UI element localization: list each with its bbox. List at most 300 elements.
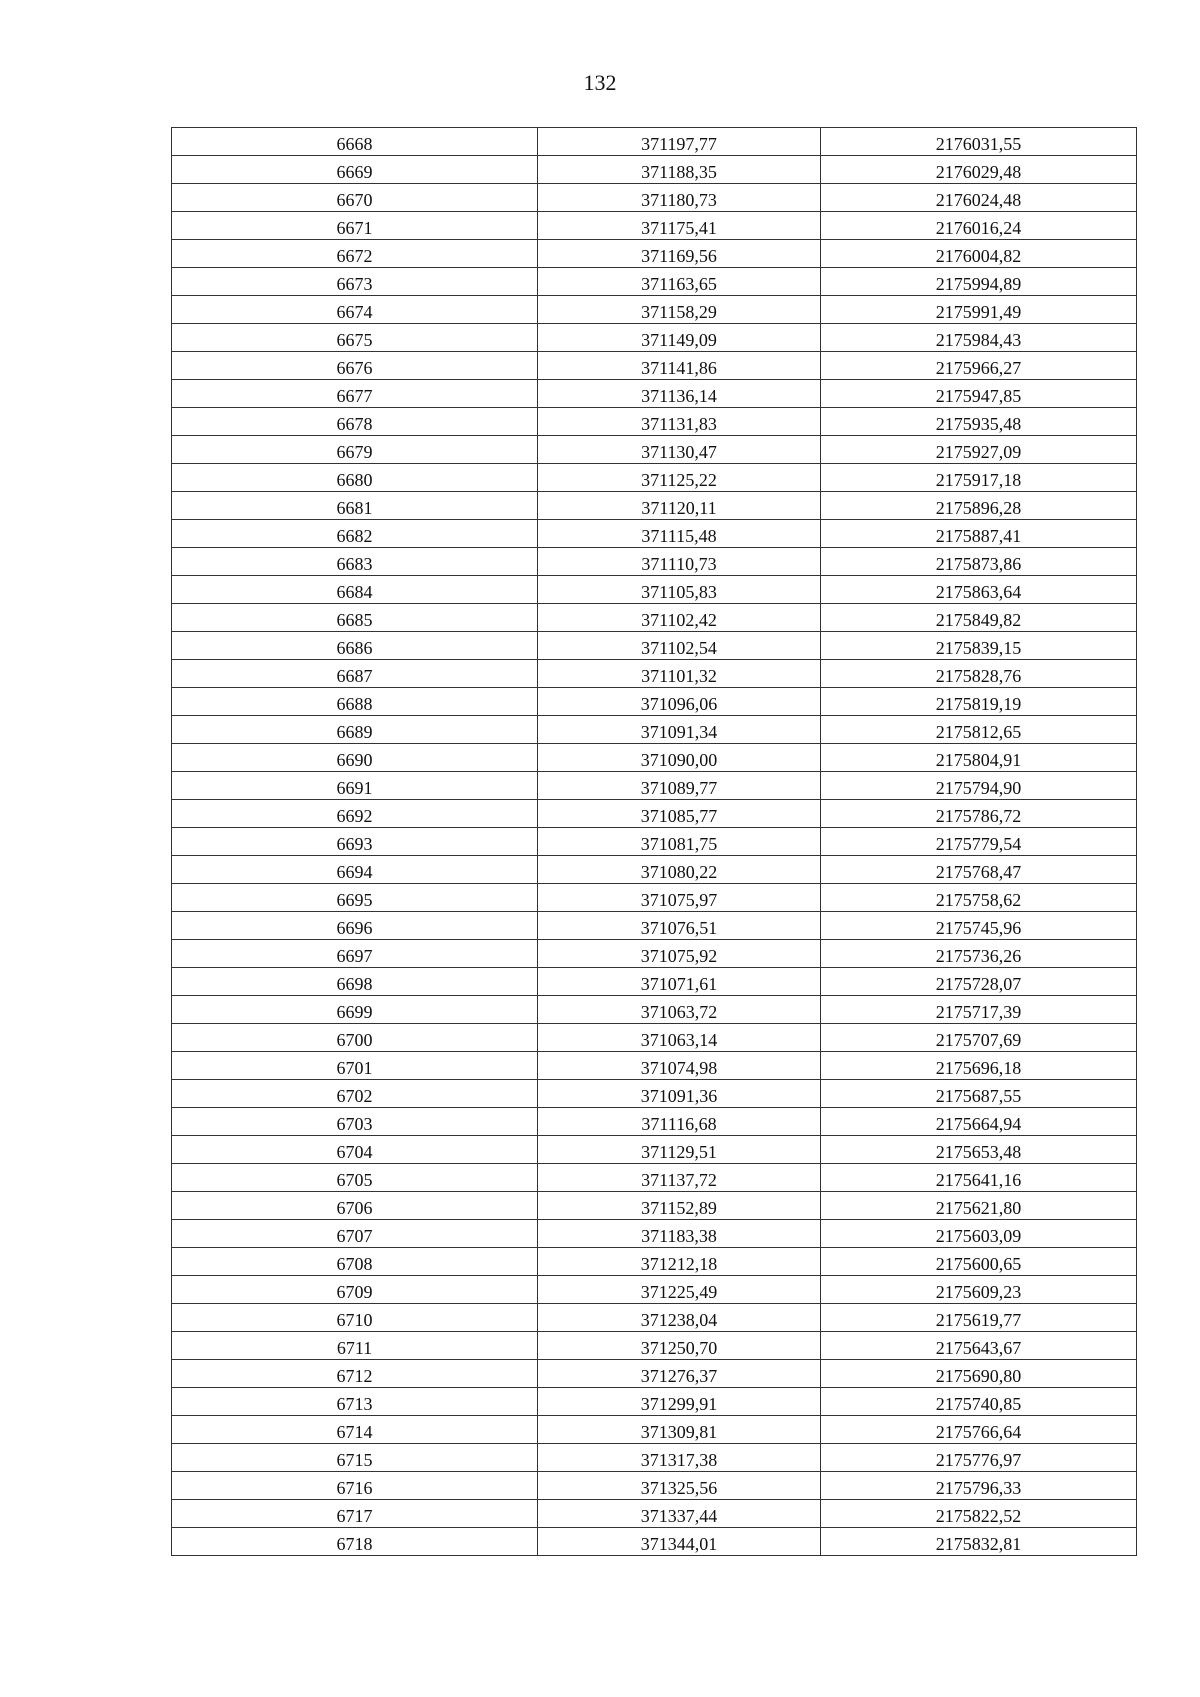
point-number-text: 6677	[336, 386, 373, 406]
y-coordinate-text: 2175609,23	[935, 1282, 1022, 1302]
y-coordinate-cell	[821, 1332, 1137, 1360]
point-number-cell	[172, 1444, 538, 1472]
y-coordinate-cell	[821, 1360, 1137, 1388]
x-coordinate-text: 371309,81	[640, 1422, 718, 1442]
y-coordinate-text: 2175758,62	[935, 890, 1022, 910]
table-row	[172, 1136, 1137, 1164]
x-coordinate-text: 371071,61	[640, 974, 718, 994]
point-number-text: 6712	[336, 1366, 373, 1386]
y-coordinate-text: 2175653,48	[935, 1142, 1022, 1162]
point-number-cell	[172, 492, 538, 520]
x-coordinate-cell	[538, 1220, 821, 1248]
point-number-text: 6673	[336, 274, 373, 294]
x-coordinate-text: 371137,72	[641, 1170, 717, 1190]
point-number-cell	[172, 464, 538, 492]
y-coordinate-text: 2175966,27	[935, 358, 1022, 378]
point-number-cell	[172, 520, 538, 548]
x-coordinate-cell	[538, 296, 821, 324]
point-number-text: 6675	[336, 330, 373, 350]
y-coordinate-text: 2175947,85	[935, 386, 1022, 406]
table-row	[172, 940, 1137, 968]
point-number-text: 6707	[336, 1226, 373, 1246]
x-coordinate-cell	[538, 548, 821, 576]
point-number-cell	[172, 1248, 538, 1276]
x-coordinate-text: 371075,92	[640, 946, 718, 966]
table-row	[172, 1024, 1137, 1052]
x-coordinate-cell	[538, 716, 821, 744]
y-coordinate-cell	[821, 240, 1137, 268]
x-coordinate-text: 371102,42	[641, 610, 717, 630]
point-number-cell	[172, 1192, 538, 1220]
point-number-text: 6693	[336, 834, 373, 854]
table-row	[172, 716, 1137, 744]
point-number-cell	[172, 1276, 538, 1304]
y-coordinate-cell	[821, 800, 1137, 828]
y-coordinate-cell	[821, 520, 1137, 548]
x-coordinate-text: 371125,22	[641, 470, 717, 490]
y-coordinate-text: 2176029,48	[935, 162, 1022, 182]
x-coordinate-text: 371149,09	[641, 330, 717, 350]
x-coordinate-cell	[538, 1304, 821, 1332]
y-coordinate-cell	[821, 1024, 1137, 1052]
y-coordinate-text: 2175794,90	[935, 778, 1022, 798]
point-number-cell	[172, 1220, 538, 1248]
table-row	[172, 1164, 1137, 1192]
y-coordinate-text: 2175828,76	[935, 666, 1022, 686]
x-coordinate-cell	[538, 520, 821, 548]
y-coordinate-cell	[821, 660, 1137, 688]
x-coordinate-cell	[538, 1388, 821, 1416]
y-coordinate-text: 2175786,72	[935, 806, 1022, 826]
table-row	[172, 240, 1137, 268]
x-coordinate-cell	[538, 1360, 821, 1388]
y-coordinate-cell	[821, 492, 1137, 520]
point-number-text: 6691	[336, 778, 373, 798]
point-number-cell	[172, 1024, 538, 1052]
table-row	[172, 660, 1137, 688]
y-coordinate-text: 2175935,48	[935, 414, 1022, 434]
y-coordinate-cell	[821, 1220, 1137, 1248]
point-number-cell	[172, 800, 538, 828]
x-coordinate-text: 371116,68	[641, 1114, 717, 1134]
point-number-text: 6670	[336, 190, 373, 210]
point-number-cell	[172, 856, 538, 884]
point-number-cell	[172, 1500, 538, 1528]
point-number-cell	[172, 1388, 538, 1416]
table-row	[172, 1080, 1137, 1108]
point-number-cell	[172, 1108, 538, 1136]
y-coordinate-cell	[821, 856, 1137, 884]
point-number-text: 6718	[336, 1534, 373, 1554]
x-coordinate-cell	[538, 436, 821, 464]
x-coordinate-cell	[538, 128, 821, 156]
table-row	[172, 772, 1137, 800]
x-coordinate-cell	[538, 1192, 821, 1220]
point-number-text: 6668	[336, 134, 373, 154]
x-coordinate-cell	[538, 660, 821, 688]
x-coordinate-text: 371091,36	[640, 1086, 718, 1106]
y-coordinate-cell	[821, 296, 1137, 324]
point-number-text: 6715	[336, 1450, 373, 1470]
point-number-text: 6708	[336, 1254, 373, 1274]
point-number-text: 6679	[336, 442, 373, 462]
x-coordinate-text: 371063,72	[640, 1002, 718, 1022]
y-coordinate-text: 2175740,85	[935, 1394, 1022, 1414]
x-coordinate-text: 371250,70	[640, 1338, 718, 1358]
y-coordinate-text: 2175994,89	[935, 274, 1022, 294]
x-coordinate-cell	[538, 1444, 821, 1472]
table-row	[172, 1444, 1137, 1472]
table-row	[172, 324, 1137, 352]
x-coordinate-text: 371075,97	[640, 890, 718, 910]
table-row	[172, 1500, 1137, 1528]
point-number-text: 6688	[336, 694, 373, 714]
y-coordinate-text: 2175621,80	[935, 1198, 1022, 1218]
x-coordinate-text: 371085,77	[640, 806, 718, 826]
y-coordinate-text: 2175896,28	[935, 498, 1022, 518]
coordinates-table-body	[172, 128, 1137, 1556]
y-coordinate-cell	[821, 408, 1137, 436]
x-coordinate-cell	[538, 604, 821, 632]
table-row	[172, 492, 1137, 520]
point-number-cell	[172, 352, 538, 380]
y-coordinate-text: 2175603,09	[935, 1226, 1022, 1246]
table-row	[172, 1192, 1137, 1220]
table-row	[172, 1332, 1137, 1360]
x-coordinate-cell	[538, 1024, 821, 1052]
point-number-text: 6713	[336, 1394, 373, 1414]
table-row	[172, 1360, 1137, 1388]
x-coordinate-cell	[538, 772, 821, 800]
x-coordinate-cell	[538, 632, 821, 660]
y-coordinate-text: 2175768,47	[935, 862, 1022, 882]
x-coordinate-cell	[538, 464, 821, 492]
y-coordinate-text: 2175804,91	[935, 750, 1022, 770]
table-row	[172, 184, 1137, 212]
y-coordinate-text: 2175822,52	[935, 1506, 1022, 1526]
point-number-text: 6672	[336, 246, 373, 266]
y-coordinate-cell	[821, 1472, 1137, 1500]
x-coordinate-cell	[538, 324, 821, 352]
x-coordinate-cell	[538, 408, 821, 436]
point-number-text: 6678	[336, 414, 373, 434]
x-coordinate-cell	[538, 856, 821, 884]
x-coordinate-cell	[538, 1332, 821, 1360]
point-number-text: 6682	[336, 526, 373, 546]
y-coordinate-cell	[821, 968, 1137, 996]
table-row	[172, 968, 1137, 996]
table-row	[172, 212, 1137, 240]
y-coordinate-text: 2175779,54	[935, 834, 1022, 854]
table-row	[172, 996, 1137, 1024]
y-coordinate-cell	[821, 828, 1137, 856]
point-number-text: 6702	[336, 1086, 373, 1106]
table-row	[172, 1108, 1137, 1136]
y-coordinate-text: 2175619,77	[935, 1310, 1022, 1330]
point-number-text: 6698	[336, 974, 373, 994]
x-coordinate-text: 371344,01	[640, 1534, 718, 1554]
table-row	[172, 464, 1137, 492]
x-coordinate-cell	[538, 1248, 821, 1276]
x-coordinate-text: 371197,77	[641, 134, 717, 154]
y-coordinate-cell	[821, 1052, 1137, 1080]
y-coordinate-cell	[821, 352, 1137, 380]
table-row	[172, 1388, 1137, 1416]
x-coordinate-text: 371337,44	[640, 1506, 718, 1526]
x-coordinate-cell	[538, 1416, 821, 1444]
y-coordinate-cell	[821, 212, 1137, 240]
y-coordinate-text: 2175917,18	[935, 470, 1022, 490]
point-number-cell	[172, 1332, 538, 1360]
y-coordinate-text: 2175687,55	[935, 1086, 1022, 1106]
x-coordinate-cell	[538, 1472, 821, 1500]
x-coordinate-text: 371129,51	[641, 1142, 717, 1162]
coordinates-table	[171, 127, 1137, 1556]
table-row	[172, 1220, 1137, 1248]
point-number-cell	[172, 184, 538, 212]
point-number-text: 6700	[336, 1030, 373, 1050]
y-coordinate-text: 2175664,94	[935, 1114, 1022, 1134]
x-coordinate-cell	[538, 268, 821, 296]
point-number-text: 6671	[336, 218, 373, 238]
y-coordinate-cell	[821, 1080, 1137, 1108]
y-coordinate-cell	[821, 1444, 1137, 1472]
point-number-text: 6716	[336, 1478, 373, 1498]
point-number-cell	[172, 436, 538, 464]
point-number-cell	[172, 884, 538, 912]
point-number-cell	[172, 828, 538, 856]
x-coordinate-cell	[538, 940, 821, 968]
point-number-text: 6689	[336, 722, 373, 742]
point-number-cell	[172, 1304, 538, 1332]
y-coordinate-text: 2175707,69	[935, 1030, 1022, 1050]
x-coordinate-cell	[538, 1080, 821, 1108]
y-coordinate-cell	[821, 688, 1137, 716]
point-number-cell	[172, 744, 538, 772]
y-coordinate-text: 2175728,07	[935, 974, 1022, 994]
x-coordinate-cell	[538, 1108, 821, 1136]
point-number-text: 6717	[336, 1506, 373, 1526]
x-coordinate-text: 371081,75	[640, 834, 718, 854]
table-row	[172, 688, 1137, 716]
x-coordinate-text: 371158,29	[641, 302, 717, 322]
table-row	[172, 1472, 1137, 1500]
x-coordinate-cell	[538, 492, 821, 520]
y-coordinate-cell	[821, 436, 1137, 464]
y-coordinate-text: 2175887,41	[935, 526, 1022, 546]
point-number-text: 6684	[336, 582, 373, 602]
point-number-cell	[172, 156, 538, 184]
y-coordinate-text: 2176024,48	[935, 190, 1022, 210]
x-coordinate-cell	[538, 1500, 821, 1528]
x-coordinate-text: 371325,56	[640, 1478, 718, 1498]
point-number-cell	[172, 604, 538, 632]
point-number-cell	[172, 576, 538, 604]
x-coordinate-text: 371091,34	[640, 722, 718, 742]
point-number-text: 6709	[336, 1282, 373, 1302]
page-number: 132	[583, 70, 617, 95]
table-row	[172, 352, 1137, 380]
x-coordinate-text: 371180,73	[641, 190, 717, 210]
point-number-text: 6703	[336, 1114, 373, 1134]
point-number-text: 6669	[336, 162, 373, 182]
point-number-text: 6685	[336, 610, 373, 630]
x-coordinate-cell	[538, 1164, 821, 1192]
y-coordinate-cell	[821, 912, 1137, 940]
point-number-cell	[172, 324, 538, 352]
x-coordinate-cell	[538, 240, 821, 268]
table-row	[172, 296, 1137, 324]
table-row	[172, 1248, 1137, 1276]
y-coordinate-text: 2175991,49	[935, 302, 1022, 322]
point-number-cell	[172, 1528, 538, 1556]
y-coordinate-text: 2175643,67	[935, 1338, 1022, 1358]
y-coordinate-cell	[821, 772, 1137, 800]
y-coordinate-text: 2175984,43	[935, 330, 1022, 350]
y-coordinate-cell	[821, 884, 1137, 912]
point-number-text: 6683	[336, 554, 373, 574]
y-coordinate-text: 2175690,80	[935, 1366, 1022, 1386]
x-coordinate-text: 371074,98	[640, 1058, 718, 1078]
table-row	[172, 1052, 1137, 1080]
y-coordinate-text: 2175863,64	[935, 582, 1022, 602]
y-coordinate-text: 2175766,64	[935, 1422, 1022, 1442]
y-coordinate-cell	[821, 1136, 1137, 1164]
y-coordinate-cell	[821, 1528, 1137, 1556]
x-coordinate-text: 371212,18	[640, 1254, 718, 1274]
y-coordinate-text: 2175736,26	[935, 946, 1022, 966]
x-coordinate-text: 371101,32	[641, 666, 717, 686]
x-coordinate-text: 371080,22	[640, 862, 718, 882]
table-row	[172, 884, 1137, 912]
table-row	[172, 408, 1137, 436]
point-number-cell	[172, 1136, 538, 1164]
x-coordinate-cell	[538, 184, 821, 212]
point-number-text: 6687	[336, 666, 373, 686]
table-row	[172, 1304, 1137, 1332]
point-number-cell	[172, 968, 538, 996]
x-coordinate-cell	[538, 688, 821, 716]
x-coordinate-text: 371102,54	[641, 638, 717, 658]
y-coordinate-text: 2175839,15	[935, 638, 1022, 658]
table-row	[172, 156, 1137, 184]
point-number-text: 6686	[336, 638, 373, 658]
point-number-text: 6680	[336, 470, 373, 490]
point-number-text: 6711	[336, 1338, 373, 1358]
table-row	[172, 632, 1137, 660]
point-number-cell	[172, 1472, 538, 1500]
table-row	[172, 912, 1137, 940]
x-coordinate-text: 371105,83	[641, 582, 717, 602]
x-coordinate-cell	[538, 968, 821, 996]
point-number-cell	[172, 1052, 538, 1080]
y-coordinate-cell	[821, 1108, 1137, 1136]
table-row	[172, 436, 1137, 464]
point-number-text: 6696	[336, 918, 373, 938]
point-number-text: 6704	[336, 1142, 373, 1162]
x-coordinate-text: 371096,06	[640, 694, 718, 714]
x-coordinate-cell	[538, 884, 821, 912]
y-coordinate-cell	[821, 1248, 1137, 1276]
point-number-cell	[172, 1080, 538, 1108]
table-row	[172, 744, 1137, 772]
y-coordinate-cell	[821, 632, 1137, 660]
y-coordinate-cell	[821, 1304, 1137, 1332]
x-coordinate-cell	[538, 1136, 821, 1164]
point-number-cell	[172, 660, 538, 688]
y-coordinate-cell	[821, 380, 1137, 408]
x-coordinate-cell	[538, 156, 821, 184]
table-row	[172, 604, 1137, 632]
point-number-text: 6705	[336, 1170, 373, 1190]
y-coordinate-text: 2175641,16	[935, 1170, 1022, 1190]
x-coordinate-text: 371152,89	[641, 1198, 717, 1218]
point-number-cell	[172, 1164, 538, 1192]
point-number-text: 6701	[336, 1058, 373, 1078]
y-coordinate-cell	[821, 1192, 1137, 1220]
y-coordinate-text: 2175832,81	[935, 1534, 1022, 1554]
point-number-cell	[172, 296, 538, 324]
x-coordinate-text: 371141,86	[641, 358, 717, 378]
point-number-cell	[172, 1360, 538, 1388]
point-number-text: 6697	[336, 946, 373, 966]
x-coordinate-text: 371131,83	[641, 414, 717, 434]
x-coordinate-cell	[538, 800, 821, 828]
point-number-cell	[172, 688, 538, 716]
x-coordinate-text: 371163,65	[641, 274, 717, 294]
point-number-cell	[172, 548, 538, 576]
table-row	[172, 828, 1137, 856]
x-coordinate-text: 371076,51	[640, 918, 718, 938]
y-coordinate-cell	[821, 548, 1137, 576]
point-number-cell	[172, 212, 538, 240]
x-coordinate-text: 371120,11	[641, 498, 717, 518]
x-coordinate-text: 371090,00	[640, 750, 718, 770]
x-coordinate-cell	[538, 744, 821, 772]
x-coordinate-cell	[538, 212, 821, 240]
y-coordinate-cell	[821, 464, 1137, 492]
y-coordinate-cell	[821, 716, 1137, 744]
x-coordinate-cell	[538, 352, 821, 380]
y-coordinate-text: 2175796,33	[935, 1478, 1022, 1498]
y-coordinate-cell	[821, 604, 1137, 632]
y-coordinate-text: 2175717,39	[935, 1002, 1022, 1022]
x-coordinate-cell	[538, 912, 821, 940]
x-coordinate-cell	[538, 380, 821, 408]
table-row	[172, 548, 1137, 576]
point-number-text: 6692	[336, 806, 373, 826]
y-coordinate-cell	[821, 940, 1137, 968]
point-number-cell	[172, 268, 538, 296]
point-number-text: 6710	[336, 1310, 373, 1330]
x-coordinate-text: 371238,04	[640, 1310, 718, 1330]
y-coordinate-text: 2175819,19	[935, 694, 1022, 714]
y-coordinate-cell	[821, 128, 1137, 156]
point-number-cell	[172, 940, 538, 968]
point-number-cell	[172, 1416, 538, 1444]
table-row	[172, 1528, 1137, 1556]
y-coordinate-cell	[821, 744, 1137, 772]
y-coordinate-cell	[821, 184, 1137, 212]
table-row	[172, 268, 1137, 296]
table-row	[172, 800, 1137, 828]
x-coordinate-text: 371130,47	[641, 442, 717, 462]
y-coordinate-text: 2175927,09	[935, 442, 1022, 462]
point-number-cell	[172, 996, 538, 1024]
x-coordinate-text: 371175,41	[641, 218, 717, 238]
y-coordinate-text: 2176031,55	[935, 134, 1022, 154]
point-number-text: 6706	[336, 1198, 373, 1218]
